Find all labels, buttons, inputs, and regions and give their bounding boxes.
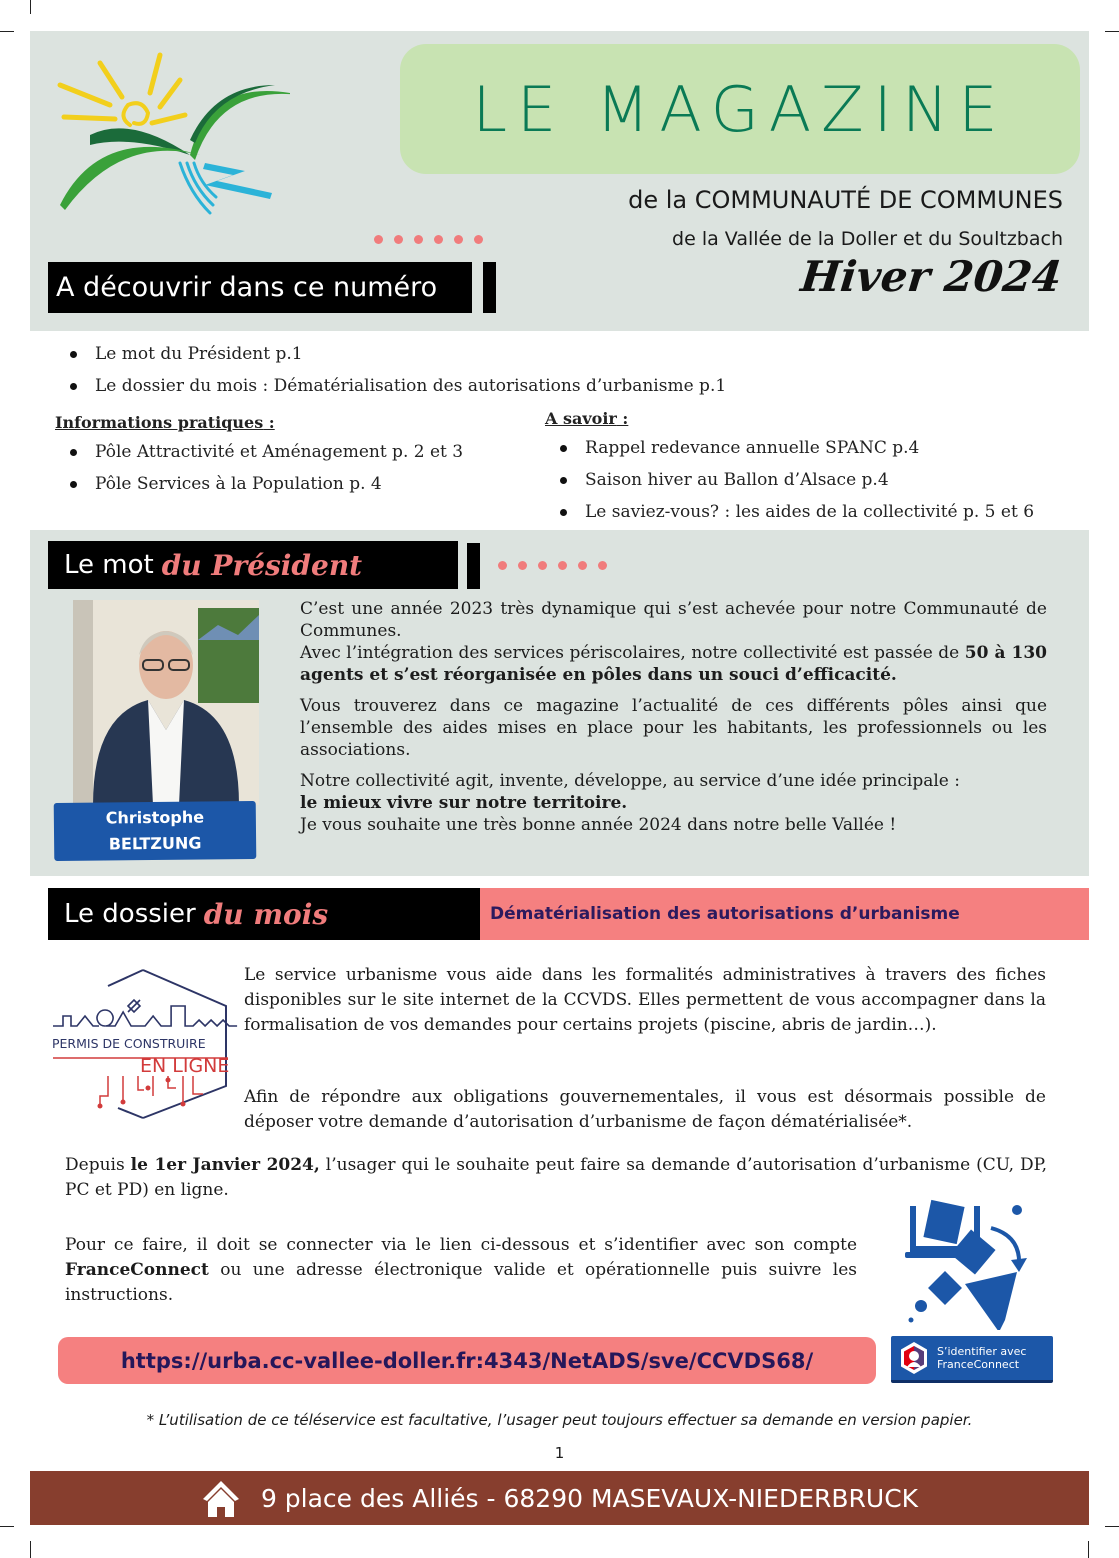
dossier-topic-banner — [480, 888, 1089, 940]
home-icon — [201, 1479, 241, 1517]
issue-season: Hiver 2024 — [798, 252, 1064, 301]
netads-url[interactable]: https://urba.cc-vallee-doller.fr:4343/NetADS/sve/CCVDS68/ — [120, 1348, 814, 1373]
decorative-dots — [498, 561, 607, 570]
dossier-heading-accent: du mois — [203, 897, 329, 931]
sun-mountains-river-logo-icon — [40, 45, 290, 230]
president-photo — [73, 600, 259, 805]
president-message — [300, 598, 1047, 845]
decorative-dots — [374, 235, 483, 244]
crop-mark — [30, 1541, 31, 1558]
crop-mark — [0, 1526, 14, 1527]
toc-item[interactable]: Le mot du Président p.1 — [55, 338, 1055, 370]
netads-link[interactable] — [58, 1337, 876, 1384]
dossier-p2: Afin de répondre aux obligations gouvernementales, il vous est désormais possible de déposer votre demande d’autorisation d’urbanisme de façon dématérialisée*. — [244, 1087, 1046, 1132]
crop-mark — [1105, 1526, 1119, 1527]
dossier-date-bold: le 1er Janvier 2024, — [130, 1155, 320, 1175]
president-p1a: C’est une année 2023 très dynamique qui s’est achevée pour notre Communauté de Communes. — [300, 599, 1047, 641]
president-p3a: Notre collectivité agit, invente, développe, au service d’une idée principale : — [300, 771, 960, 791]
magazine-title-box — [400, 44, 1080, 174]
page-number: 1 — [554, 1444, 565, 1462]
dossier-heading: Le dossier — [64, 899, 196, 929]
crop-mark — [1088, 1541, 1089, 1558]
franceconnect-line2: FranceConnect — [937, 1358, 1020, 1371]
dossier-heading-bar — [48, 888, 480, 940]
subtitle-vallee: de la Vallée de la Doller et du Soultzbach — [672, 228, 1063, 250]
permis-logo-line1: PERMIS DE CONSTRUIRE — [52, 1036, 206, 1051]
president-heading-accent: du Président — [161, 548, 363, 582]
online-upload-icon — [905, 1198, 1035, 1330]
footer-address: 9 place des Alliés - 68290 MASEVAUX-NIEDERBRUCK — [260, 1483, 919, 1513]
toc-item[interactable]: Rappel redevance annuelle SPANC p.4 — [545, 432, 1085, 464]
permis-en-ligne-logo-icon — [48, 968, 238, 1120]
franceconnect-logo-icon — [899, 1341, 929, 1375]
dossier-p3: Depuis le 1er Janvier 2024, l’usager qui le souhaite peut faire sa demande d’autorisation d’urbanisme (CU, DP, PC et PD) en ligne. — [65, 1155, 1047, 1200]
heading-stub — [483, 262, 496, 313]
president-heading: Le mot — [64, 550, 154, 580]
toc-item[interactable]: Le saviez-vous? : les aides de la collectivité p. 5 et 6 — [545, 496, 1085, 528]
toc-item[interactable]: Pôle Services à la Population p. 4 — [55, 468, 525, 500]
crop-mark — [0, 31, 14, 32]
president-p3c: Je vous souhaite une très bonne année 2024 dans notre belle Vallée ! — [300, 815, 897, 835]
toc-a-savoir — [545, 406, 1085, 528]
subtitle-communaute: de la COMMUNAUTÉ DE COMMUNES — [628, 186, 1063, 214]
toc-heading: A découvrir dans ce numéro — [56, 272, 438, 303]
dossier-p1: Le service urbanisme vous aide dans les formalités administratives à travers des fiches disponibles sur le site internet de la CCVDS. Elles permettent de vous accompagner dans la formalisation de vos demandes pour certains projets (piscine, abris de jardin…). — [244, 965, 1046, 1035]
president-p1-bold: 50 à 130 agents et s’est réorganisée en pôles dans un souci d’efficacité. — [300, 643, 1047, 685]
president-first-name: Christophe — [105, 807, 205, 828]
president-name-tag — [54, 801, 257, 861]
president-heading-bar — [48, 541, 458, 589]
a-savoir-heading: A savoir : — [545, 409, 629, 428]
toc-infos-pratiques — [55, 410, 525, 500]
dossier-topic: Dématérialisation des autorisations d’urbanisme — [490, 904, 960, 924]
footer-address-bar — [30, 1471, 1089, 1525]
franceconnect-bold: FranceConnect — [65, 1260, 209, 1280]
toc-item[interactable]: Saison hiver au Ballon d’Alsace p.4 — [545, 464, 1085, 496]
toc-heading-bar — [48, 262, 472, 313]
president-last-name: BELTZUNG — [108, 833, 202, 854]
president-p2: Vous trouverez dans ce magazine l’actualité de ces différents pôles ainsi que l’ensemble des aides mises en place pour les habitants, les professionnels ou les associations. — [300, 696, 1047, 760]
magazine-title: LE MAGAZINE — [472, 72, 1008, 146]
infos-pratiques-heading: Informations pratiques : — [55, 413, 275, 432]
footnote: * L’utilisation de ce téléservice est facultative, l’usager peut toujours effectuer sa demande en version papier. — [146, 1411, 973, 1429]
dossier-p4: Pour ce faire, il doit se connecter via le lien ci-dessous et s’identifier avec son compte FranceConnect ou une adresse électronique valide et opérationnelle puis suivre les instructions. — [65, 1235, 857, 1305]
heading-stub — [467, 543, 480, 589]
franceconnect-button[interactable] — [891, 1336, 1053, 1383]
toc-item[interactable]: Le dossier du mois : Dématérialisation des autorisations d’urbanisme p.1 — [55, 370, 1055, 402]
crop-mark — [30, 0, 31, 14]
president-p1b: Avec l’intégration des services périscolaires, notre collectivité est passée de — [300, 643, 965, 663]
president-p3-bold: le mieux vivre sur notre territoire. — [300, 793, 628, 813]
permis-logo-line2: EN LIGNE — [140, 1055, 230, 1077]
toc-main — [55, 338, 1055, 402]
crop-mark — [1105, 31, 1119, 32]
toc-item[interactable]: Pôle Attractivité et Aménagement p. 2 et 3 — [55, 436, 525, 468]
franceconnect-line1: S’identifier avec — [937, 1345, 1027, 1358]
